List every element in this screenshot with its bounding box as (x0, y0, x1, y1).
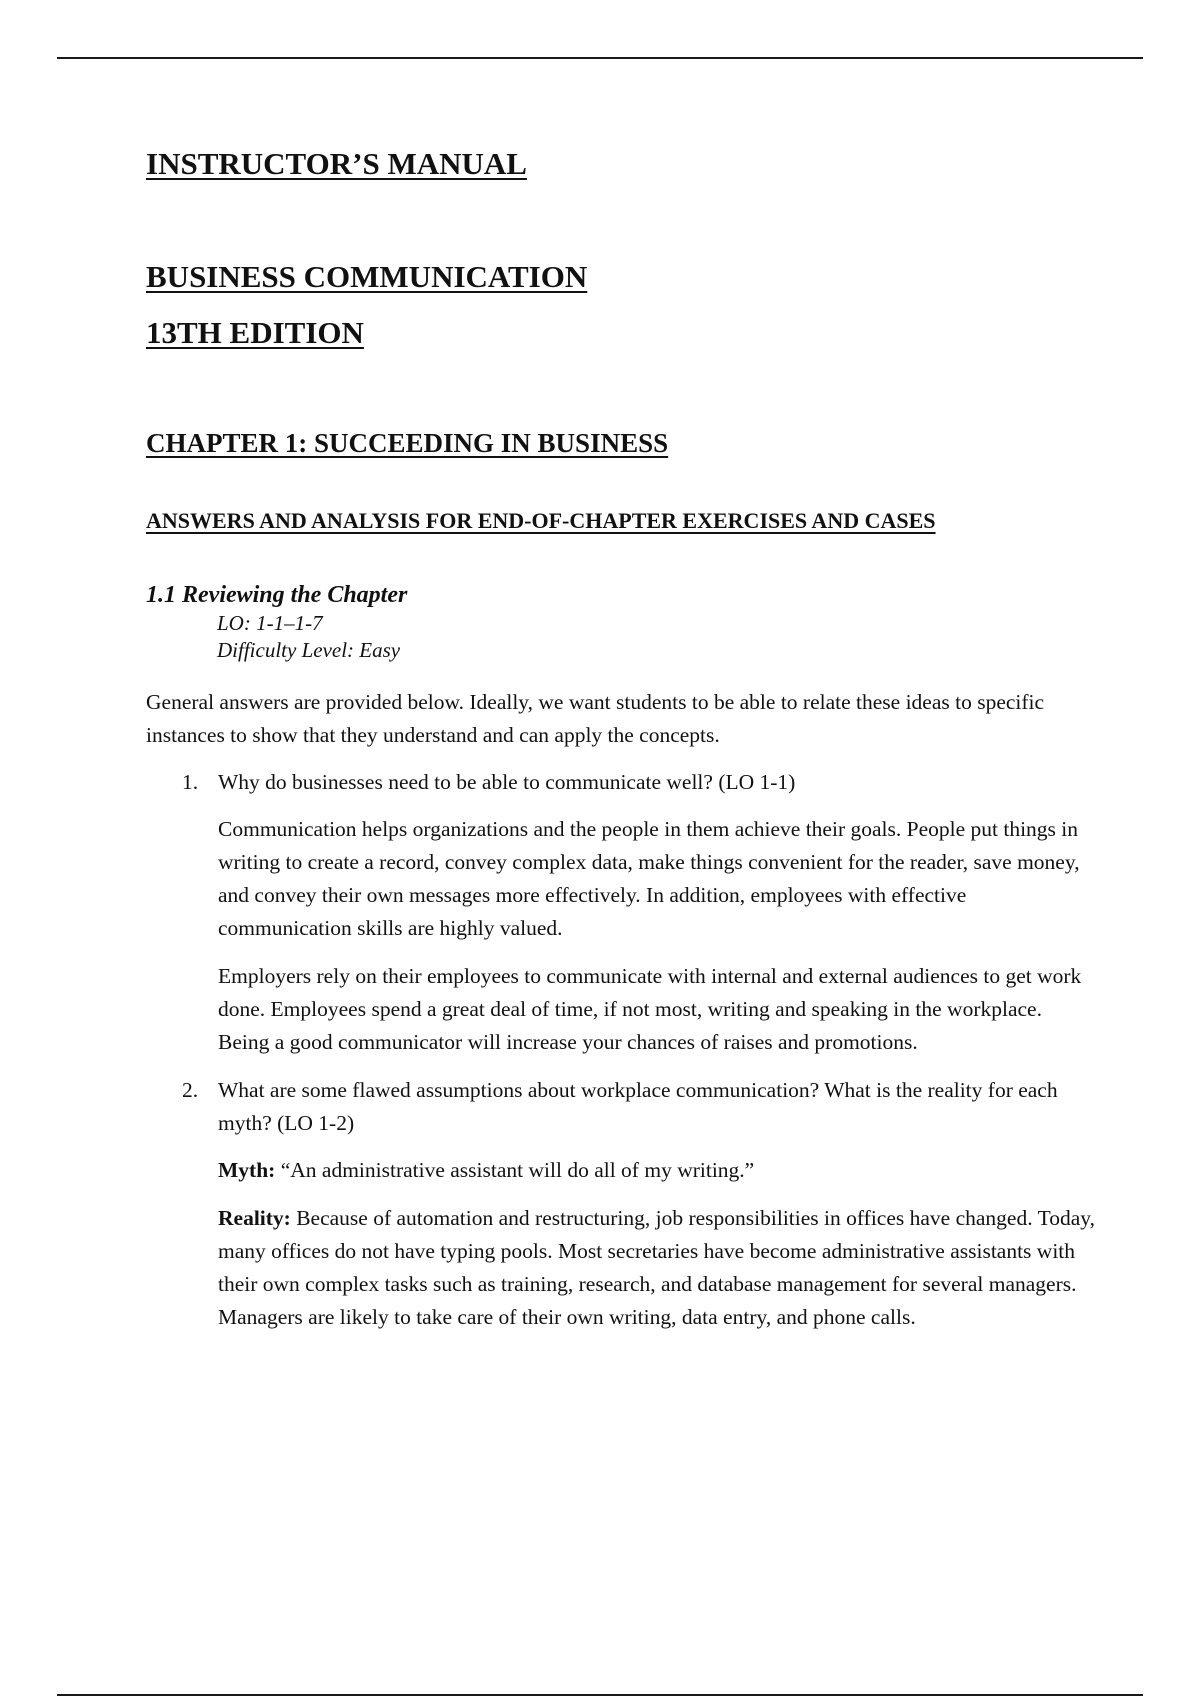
question-number: 2. (182, 1078, 199, 1102)
bottom-rule (57, 1694, 1143, 1696)
difficulty-level: Difficulty Level: Easy (217, 638, 401, 662)
chapter-title: CHAPTER 1: SUCCEEDING IN BUSINESS (146, 428, 669, 458)
learning-objective: LO: 1-1–1-7 (217, 611, 323, 635)
myth-paragraph (218, 1154, 1096, 1187)
question-number: 1. (182, 770, 199, 794)
manual-title: INSTRUCTOR’S MANUAL (146, 146, 527, 181)
question-item-1 (146, 766, 1096, 1059)
top-rule (57, 57, 1143, 59)
question-list (146, 766, 1096, 1334)
intro-paragraph: General answers are provided below. Ideally, we want students to be able to relate these ideas to specific instances to show that they understand and can apply the concepts. (146, 690, 1045, 747)
myth-label: Myth: (218, 1158, 276, 1182)
question-item-2 (146, 1074, 1096, 1334)
book-title: BUSINESS COMMUNICATION (146, 259, 588, 294)
reality-text: Because of automation and restructuring, job responsibilities in offices have changed. Today, many offices do not have typing pools. Most secretaries have become administrative assistants with their own complex tasks such as training, research, and database management for several managers. Managers are likely to take care of their own writing, data entry, and phone calls. (218, 1206, 1095, 1329)
answer-paragraph: Employers rely on their employees to communicate with internal and external audiences to get work done. Employees spend a great deal of time, if not most, writing and speaking in the workplace. Being a good communicator will increase your chances of raises and promotions. (218, 964, 1082, 1054)
section-heading: 1.1 Reviewing the Chapter (146, 582, 408, 608)
question-text: What are some flawed assumptions about workplace communication? What is the reality for each myth? (LO 1-2) (218, 1078, 1058, 1135)
edition-title: 13TH EDITION (146, 315, 364, 350)
myth-text: “An administrative assistant will do all of my writing.” (275, 1158, 755, 1182)
question-text: Why do businesses need to be able to communicate well? (LO 1-1) (218, 770, 796, 794)
reality-paragraph (218, 1202, 1096, 1334)
reality-label: Reality: (218, 1206, 291, 1230)
answers-subheading: ANSWERS AND ANALYSIS FOR END-OF-CHAPTER EXERCISES AND CASES (146, 508, 936, 533)
answer-paragraph: Communication helps organizations and the people in them achieve their goals. People put things in writing to create a record, convey complex data, make things convenient for the reader, save money, and convey their own messages more effectively. In addition, employees with effective communication skills are highly valued. (218, 817, 1080, 940)
body-content (146, 686, 1096, 1349)
